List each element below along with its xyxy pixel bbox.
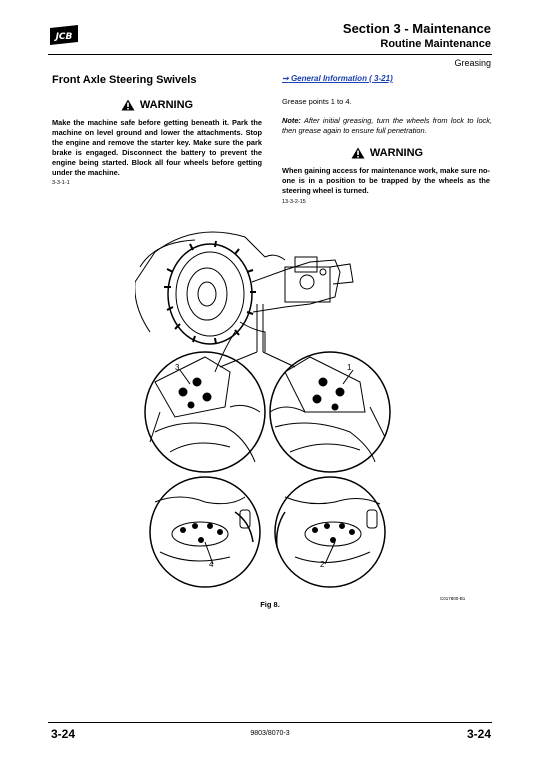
tractor-front-axle-drawing	[135, 232, 353, 352]
note-label: Note:	[282, 116, 301, 125]
detail-circle-4	[150, 477, 260, 587]
section-title: Section 3 - Maintenance	[342, 21, 491, 36]
warning-label: WARNING	[139, 99, 194, 111]
document-number: 9803/8070-3	[250, 730, 290, 737]
header-rule	[48, 54, 492, 55]
page-number-left: 3-24	[51, 727, 76, 741]
link-text: General Information ( 3-21)	[290, 74, 393, 83]
general-information-link[interactable]	[282, 74, 393, 83]
callout-2: 2	[320, 560, 325, 569]
callout-1: 1	[347, 363, 352, 372]
detail-circle-2	[275, 477, 385, 587]
warning-label: WARNING	[369, 147, 424, 159]
warning-triangle-icon	[351, 147, 365, 159]
jcb-logo	[48, 25, 80, 45]
page-number-right: 3-24	[466, 727, 491, 741]
detail-circle-3	[145, 352, 265, 472]
warning-text-2: When gaining access for maintenance work, make sure no-one is in a position to be trapped by the wheels as the steering wheel is turned.	[282, 166, 490, 195]
warning-reference-2: 13-3-2-15	[282, 199, 306, 205]
footer-rule	[48, 722, 492, 723]
svg-text:JCB: JCB	[55, 32, 73, 42]
callout-4: 4	[209, 560, 214, 569]
warning-reference: 3-3-1-1	[52, 180, 70, 186]
warning-text: Make the machine safe before getting beneath it. Park the machine on level ground and lower the attachments. Stop the engine and remove the starter key. Make sure the park brake is engaged. Disconnect the battery to prevent the engine being started. Block all four wheels before getting under the machine.	[52, 118, 262, 177]
subsection-title: Routine Maintenance	[380, 38, 491, 50]
arrow-right-icon: ➞	[282, 74, 289, 83]
figure-code: C017800-B1	[440, 596, 466, 601]
warning-heading	[52, 99, 262, 111]
warning-heading-2	[282, 147, 492, 159]
note	[282, 116, 492, 136]
procedure-heading: Front Axle Steering Swivels	[52, 74, 197, 86]
grease-points-text: Grease points 1 to 4.	[282, 97, 352, 106]
front-axle-illustration	[135, 212, 395, 597]
note-text: After initial greasing, turn the wheels from lock to lock, then grease again to ensure full penetration.	[282, 116, 493, 135]
callout-3: 3	[175, 363, 180, 372]
figure-caption: Fig 8.	[260, 600, 280, 609]
subsubsection-title: Greasing	[454, 58, 491, 68]
detail-circle-1	[270, 352, 390, 472]
warning-triangle-icon	[121, 99, 135, 111]
